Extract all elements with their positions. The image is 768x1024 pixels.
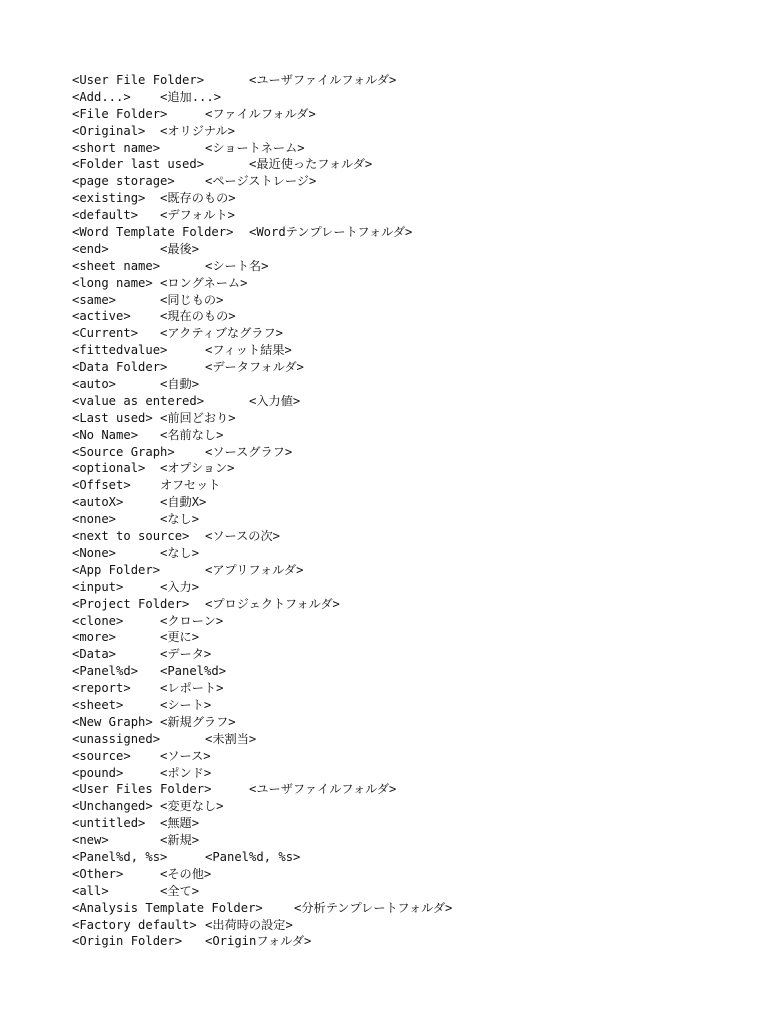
english-term: <None> <box>72 545 117 560</box>
english-term: <Data Folder> <box>72 360 168 375</box>
japanese-term: <ソースの次> <box>205 529 281 544</box>
english-term: <Factory default> <box>72 917 197 932</box>
japanese-term: <シート名> <box>205 258 269 273</box>
english-term: <more> <box>72 630 117 645</box>
japanese-term: <ユーザファイルフォルダ> <box>249 73 397 87</box>
translation-row <box>72 798 712 815</box>
english-term: <input> <box>72 579 124 594</box>
japanese-term: <シート> <box>160 697 212 712</box>
english-term: <Data> <box>72 647 117 662</box>
japanese-term: <Panel%d, %s> <box>205 849 301 864</box>
japanese-term: <ロングネーム> <box>160 275 248 290</box>
translation-row <box>72 241 712 258</box>
english-term: <unassigned> <box>72 731 161 746</box>
japanese-term: <Wordテンプレートフォルダ> <box>249 225 413 240</box>
english-term: <active> <box>72 309 131 324</box>
english-term: <No Name> <box>72 427 139 442</box>
translation-row <box>72 292 712 309</box>
english-term: <all> <box>72 883 109 898</box>
english-term: <Other> <box>72 866 124 881</box>
translation-row <box>72 224 712 241</box>
japanese-term: <ソースグラフ> <box>205 444 293 459</box>
english-term: <Add...> <box>72 89 131 104</box>
english-term: <existing> <box>72 191 146 206</box>
translation-row <box>72 173 712 190</box>
english-term: <same> <box>72 292 117 307</box>
translation-row <box>72 781 712 798</box>
translation-row <box>72 72 712 89</box>
translation-row <box>72 562 712 579</box>
translation-row <box>72 765 712 782</box>
translation-row <box>72 258 712 275</box>
translation-row <box>72 731 712 748</box>
english-term: <Origin Folder> <box>72 934 183 949</box>
japanese-term: <入力値> <box>249 393 301 408</box>
translation-row <box>72 545 712 562</box>
english-term: <New Graph> <box>72 714 153 729</box>
japanese-term: <同じもの> <box>160 292 224 307</box>
japanese-term: <オプション> <box>160 461 235 476</box>
translation-row <box>72 866 712 883</box>
english-term: <source> <box>72 748 131 763</box>
english-term: <Analysis Template Folder> <box>72 900 263 915</box>
japanese-term: <デフォルト> <box>160 208 236 223</box>
translation-row <box>72 342 712 359</box>
english-term: <report> <box>72 681 131 696</box>
translation-row <box>72 477 712 494</box>
japanese-term: <更に> <box>160 630 200 645</box>
japanese-term: <既存のもの> <box>160 191 236 206</box>
translation-row <box>72 646 712 663</box>
english-term: <User File Folder> <box>72 73 205 87</box>
translation-row <box>72 393 712 410</box>
english-term: <Panel%d, %s> <box>72 849 168 864</box>
translation-row <box>72 629 712 646</box>
english-term: <pound> <box>72 765 124 780</box>
english-term: <sheet> <box>72 697 124 712</box>
japanese-term: <プロジェクトフォルダ> <box>205 596 340 611</box>
translation-row <box>72 613 712 630</box>
english-term: <default> <box>72 208 139 223</box>
english-term: <untitled> <box>72 816 146 831</box>
translation-row <box>72 444 712 461</box>
translation-row <box>72 494 712 511</box>
english-term: <Word Template Folder> <box>72 225 234 240</box>
japanese-term: <現在のもの> <box>160 309 236 324</box>
translation-row <box>72 190 712 207</box>
english-term: <long name> <box>72 275 153 290</box>
japanese-term: <レポート> <box>160 681 224 696</box>
english-term: <none> <box>72 512 117 527</box>
translation-row <box>72 579 712 596</box>
japanese-term: <ファイルフォルダ> <box>205 106 316 121</box>
english-term: <autoX> <box>72 495 124 510</box>
english-term: <File Folder> <box>72 106 168 121</box>
english-term: <clone> <box>72 613 124 628</box>
japanese-term: <最後> <box>160 241 200 256</box>
translation-row <box>72 714 712 731</box>
translation-row <box>72 933 712 950</box>
translation-row <box>72 917 712 934</box>
translation-row <box>72 410 712 427</box>
english-term: <short name> <box>72 140 161 155</box>
english-term: <App Folder> <box>72 562 161 577</box>
japanese-term: <未割当> <box>205 731 257 746</box>
translation-row <box>72 140 712 157</box>
japanese-term: <自動> <box>160 377 200 392</box>
translation-list <box>72 72 712 950</box>
japanese-term: <出荷時の設定> <box>205 917 293 932</box>
translation-row <box>72 748 712 765</box>
translation-row <box>72 849 712 866</box>
translation-row <box>72 680 712 697</box>
translation-row <box>72 900 712 917</box>
english-term: <Project Folder> <box>72 596 190 611</box>
english-term: <Last used> <box>72 410 153 425</box>
translation-row <box>72 89 712 106</box>
japanese-term: <データフォルダ> <box>205 360 304 375</box>
english-term: <Panel%d> <box>72 664 139 679</box>
english-term: <User Files Folder> <box>72 782 212 797</box>
translation-row <box>72 511 712 528</box>
japanese-term: <クローン> <box>160 613 224 628</box>
japanese-term: <ソース> <box>160 748 211 763</box>
translation-row <box>72 325 712 342</box>
japanese-term: オフセット <box>160 478 221 493</box>
translation-row <box>72 528 712 545</box>
english-term: <Original> <box>72 123 146 138</box>
japanese-term: <Originフォルダ> <box>205 934 312 949</box>
japanese-term: <アプリフォルダ> <box>205 562 304 577</box>
translation-row <box>72 663 712 680</box>
translation-row <box>72 123 712 140</box>
english-term: <next to source> <box>72 529 190 544</box>
japanese-term: <自動X> <box>160 495 207 510</box>
japanese-term: <入力> <box>160 579 200 594</box>
translation-row <box>72 275 712 292</box>
japanese-term: <新規グラフ> <box>160 714 236 729</box>
japanese-term: <なし> <box>160 512 200 527</box>
translation-row <box>72 308 712 325</box>
japanese-term: <なし> <box>160 545 200 560</box>
japanese-term: <フィット結果> <box>205 343 292 358</box>
japanese-term: <分析テンプレートフォルダ> <box>294 900 453 915</box>
translation-row <box>72 460 712 477</box>
japanese-term: <名前なし> <box>160 427 224 442</box>
translation-row <box>72 697 712 714</box>
japanese-term: <オリジナル> <box>160 123 236 138</box>
japanese-term: <前回どおり> <box>160 410 236 425</box>
japanese-term: <データ> <box>160 647 212 662</box>
english-term: <end> <box>72 241 109 256</box>
translation-row <box>72 427 712 444</box>
translation-row <box>72 207 712 224</box>
translation-row <box>72 376 712 393</box>
translation-row <box>72 106 712 123</box>
translation-row <box>72 596 712 613</box>
english-term: <Source Graph> <box>72 444 175 459</box>
english-term: <auto> <box>72 377 117 392</box>
japanese-term: <その他> <box>160 866 212 881</box>
japanese-term: <全て> <box>160 883 200 898</box>
english-term: <sheet name> <box>72 258 161 273</box>
english-term: <new> <box>72 833 109 848</box>
japanese-term: <ページストレージ> <box>205 174 317 189</box>
english-term: <Unchanged> <box>72 799 153 814</box>
english-term: <Offset> <box>72 478 131 493</box>
japanese-term: <新規> <box>160 833 200 848</box>
japanese-term: <アクティブなグラフ> <box>160 326 284 341</box>
english-term: <page storage> <box>72 174 175 189</box>
translation-row <box>72 815 712 832</box>
japanese-term: <ユーザファイルフォルダ> <box>249 782 397 797</box>
japanese-term: <無題> <box>160 816 200 831</box>
translation-row <box>72 156 712 173</box>
english-term: <value as entered> <box>72 393 205 408</box>
translation-row <box>72 883 712 900</box>
japanese-term: <最近使ったフォルダ> <box>249 157 373 172</box>
english-term: <Folder last used> <box>72 157 205 172</box>
translation-row <box>72 359 712 376</box>
japanese-term: <追加...> <box>160 89 222 104</box>
english-term: <fittedvalue> <box>72 343 168 358</box>
japanese-term: <ポンド> <box>160 765 212 780</box>
japanese-term: <ショートネーム> <box>205 140 305 155</box>
translation-row <box>72 832 712 849</box>
english-term: <Current> <box>72 326 139 341</box>
japanese-term: <変更なし> <box>160 799 224 814</box>
japanese-term: <Panel%d> <box>160 664 227 679</box>
english-term: <optional> <box>72 461 146 476</box>
